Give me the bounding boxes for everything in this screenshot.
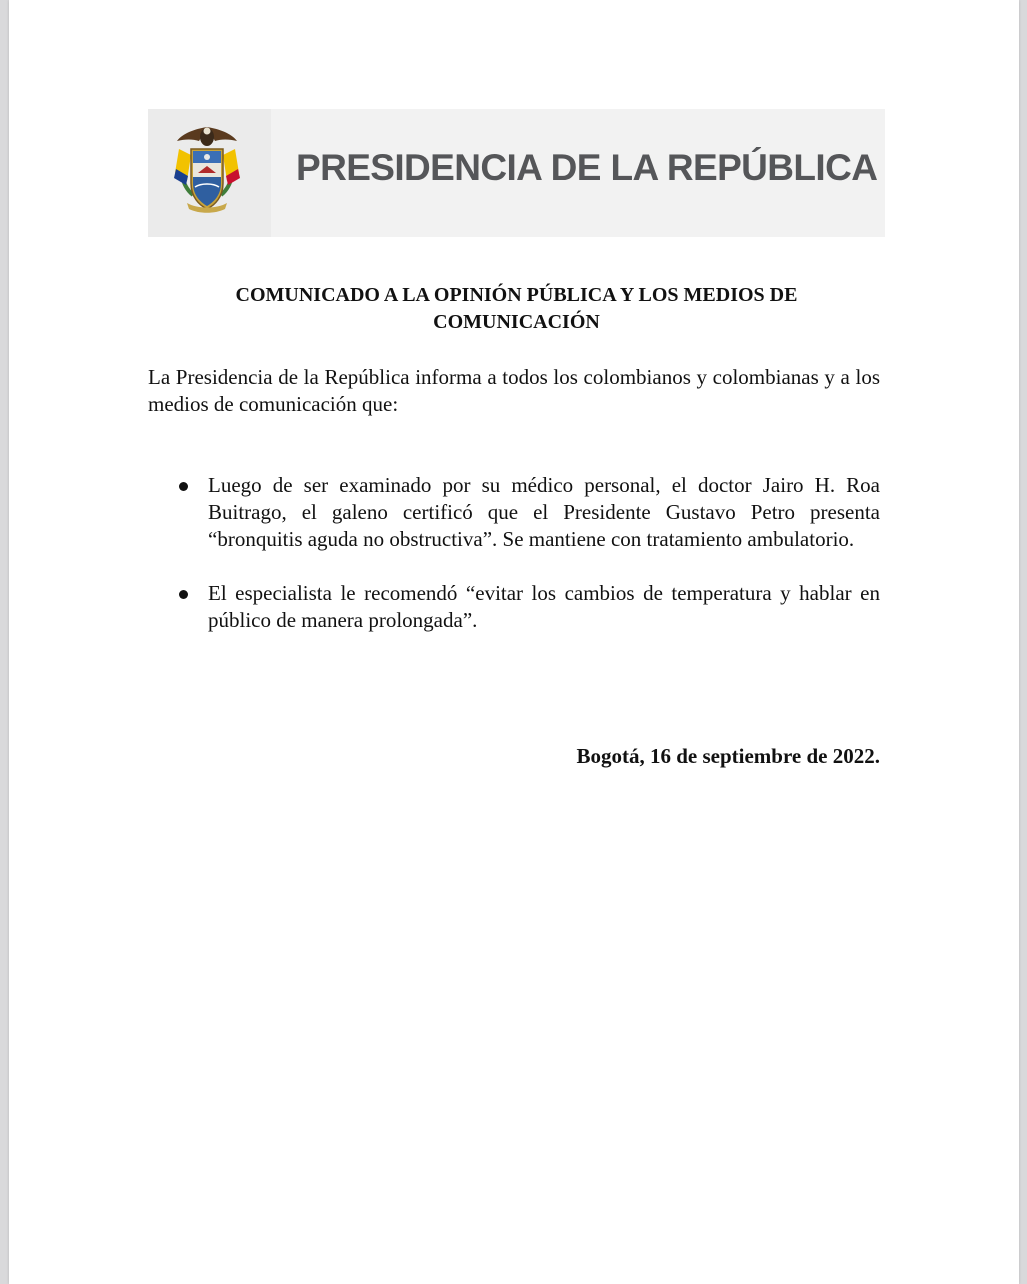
bullet-icon: [179, 482, 188, 491]
document-title-line-2: COMUNICACIÓN: [433, 311, 600, 333]
bullet-list: [148, 472, 880, 661]
place-and-date: Bogotá, 16 de septiembre de 2022.: [576, 744, 880, 768]
logo-box: [148, 109, 271, 237]
list-item: [148, 580, 880, 634]
bullet-text: El especialista le recomendó “evitar los cambios de temperatura y hablar en público de manera prolongada”.: [208, 581, 880, 632]
document-page: [9, 0, 1019, 1284]
list-item: [148, 472, 880, 553]
document-title-line-1: COMUNICADO A LA OPINIÓN PÚBLICA Y LOS MEDIOS DE: [235, 284, 798, 306]
intro-paragraph: La Presidencia de la República informa a todos los colombianos y colombianas y a los medios de comunicación que:: [148, 365, 880, 416]
bullet-text: Luego de ser examinado por su médico personal, el doctor Jairo H. Roa Buitrago, el galeno certificó que el Presidente Gustavo Petro presenta “bronquitis aguda no obstructiva”. Se mantiene con tratamiento ambulatorio.: [208, 473, 880, 551]
document-title: [148, 282, 885, 336]
colombia-coat-of-arms-icon: [165, 123, 249, 219]
bullet-icon: [179, 590, 188, 599]
letterhead-title: PRESIDENCIA DE LA REPÚBLICA: [296, 147, 878, 188]
letterhead: [148, 109, 885, 237]
